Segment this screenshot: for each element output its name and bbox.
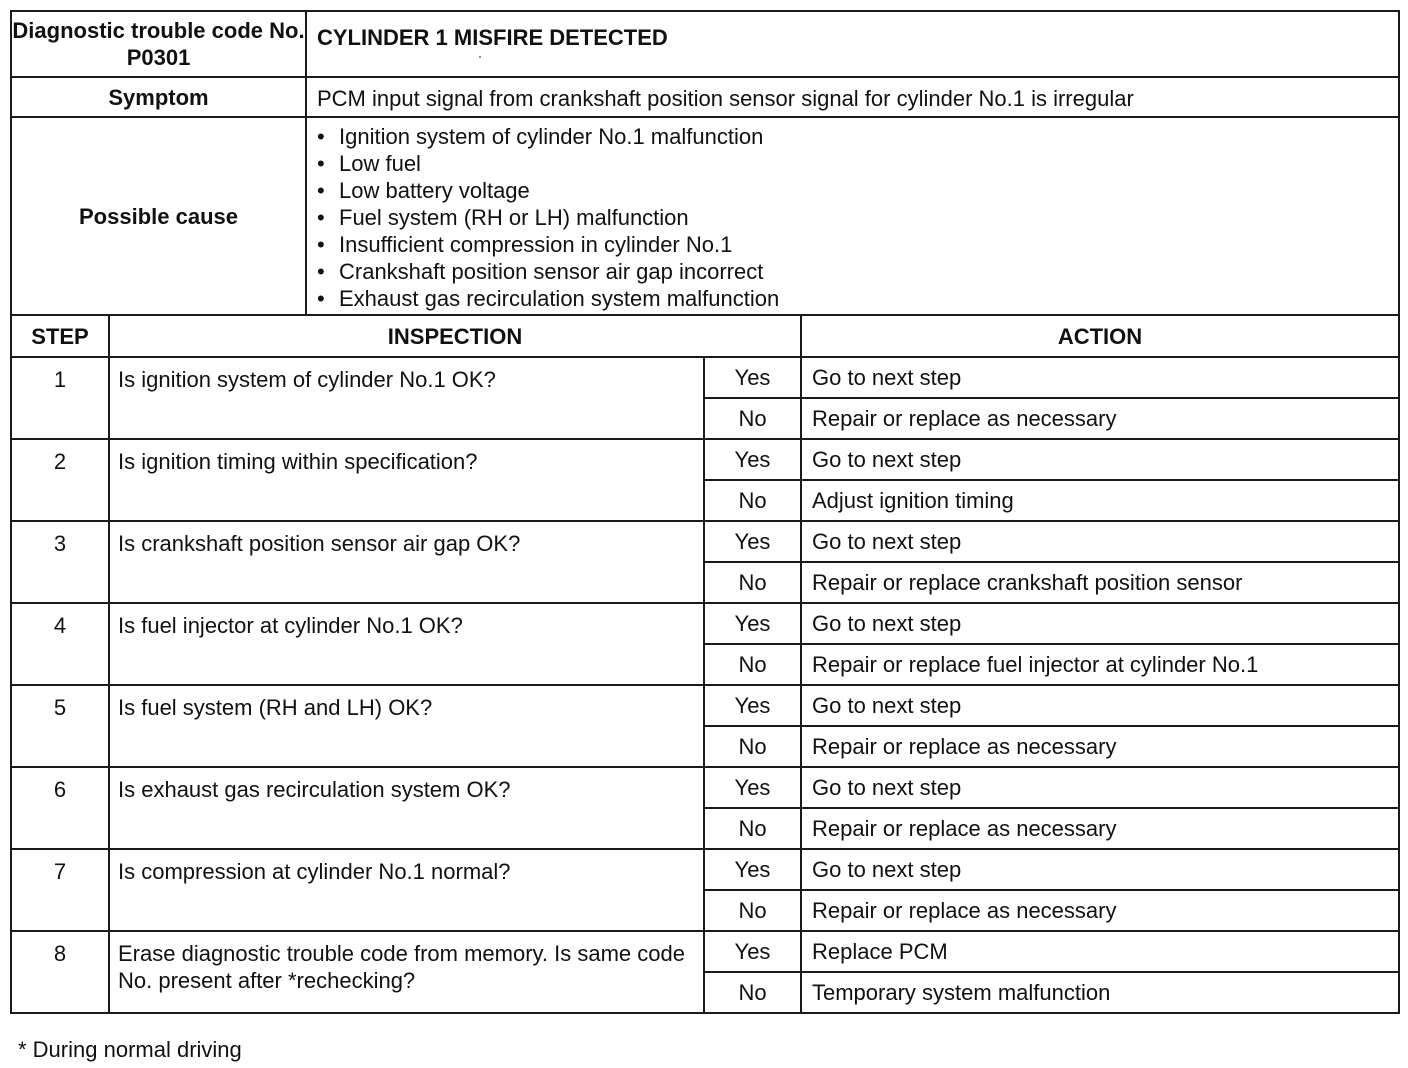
- no-label: No: [704, 644, 801, 685]
- inspection-column-header: INSPECTION: [109, 315, 801, 357]
- step-number: 8: [11, 931, 109, 1013]
- action-column-header: ACTION: [801, 315, 1399, 357]
- footnote: * During normal driving: [18, 1037, 242, 1062]
- inspection-question: Is crankshaft position sensor air gap OK?: [109, 521, 704, 603]
- step-row-yes: [11, 603, 1399, 644]
- step-number: 6: [11, 767, 109, 849]
- diagnostic-sheet: [10, 10, 1398, 1014]
- no-label: No: [704, 808, 801, 849]
- cause-list-cell: [306, 117, 1399, 315]
- step-number: 2: [11, 439, 109, 521]
- step-number: 3: [11, 521, 109, 603]
- step-number: 5: [11, 685, 109, 767]
- step-number: 7: [11, 849, 109, 931]
- step-row-yes: [11, 439, 1399, 480]
- cause-item: • Ignition system of cylinder No.1 malfunction: [315, 123, 1398, 150]
- step-row-yes: [11, 357, 1399, 398]
- cause-label: Possible cause: [11, 117, 306, 315]
- diagnostic-table: [10, 10, 1400, 1014]
- yes-action: Go to next step: [801, 849, 1399, 890]
- no-label: No: [704, 562, 801, 603]
- yes-action: Go to next step: [801, 521, 1399, 562]
- yes-label: Yes: [704, 521, 801, 562]
- inspection-question: Erase diagnostic trouble code from memory. Is same code No. present after *rechecking?: [109, 931, 704, 1013]
- no-action: Repair or replace crankshaft position sensor: [801, 562, 1399, 603]
- step-row-yes: [11, 521, 1399, 562]
- inspection-question: Is exhaust gas recirculation system OK?: [109, 767, 704, 849]
- yes-label: Yes: [704, 685, 801, 726]
- yes-action: Go to next step: [801, 685, 1399, 726]
- yes-label: Yes: [704, 931, 801, 972]
- yes-label: Yes: [704, 357, 801, 398]
- no-label: No: [704, 972, 801, 1013]
- yes-label: Yes: [704, 439, 801, 480]
- yes-label: Yes: [704, 767, 801, 808]
- inspection-question: Is fuel injector at cylinder No.1 OK?: [109, 603, 704, 685]
- step-row-yes: [11, 685, 1399, 726]
- step-row-yes: [11, 931, 1399, 972]
- step-row-yes: [11, 767, 1399, 808]
- no-action: Temporary system malfunction: [801, 972, 1399, 1013]
- inspection-question: Is compression at cylinder No.1 normal?: [109, 849, 704, 931]
- no-label: No: [704, 726, 801, 767]
- yes-action: Go to next step: [801, 439, 1399, 480]
- cause-list: [315, 123, 1398, 312]
- scan-speck: [479, 56, 481, 58]
- column-header-row: [11, 315, 1399, 357]
- cause-item: • Fuel system (RH or LH) malfunction: [315, 204, 1398, 231]
- yes-label: Yes: [704, 603, 801, 644]
- no-action: Repair or replace as necessary: [801, 808, 1399, 849]
- yes-action: Go to next step: [801, 357, 1399, 398]
- no-action: Adjust ignition timing: [801, 480, 1399, 521]
- no-label: No: [704, 398, 801, 439]
- cause-item: • Insufficient compression in cylinder No.1: [315, 231, 1398, 258]
- cause-item: • Low fuel: [315, 150, 1398, 177]
- cause-item: • Low battery voltage: [315, 177, 1398, 204]
- yes-action: Go to next step: [801, 603, 1399, 644]
- no-label: No: [704, 480, 801, 521]
- header-row-code: [11, 11, 1399, 77]
- header-row-causes: [11, 117, 1399, 315]
- code-label: Diagnostic trouble code No. P0301: [11, 11, 306, 77]
- inspection-question: Is fuel system (RH and LH) OK?: [109, 685, 704, 767]
- yes-action: Replace PCM: [801, 931, 1399, 972]
- symptom-label: Symptom: [11, 77, 306, 117]
- no-action: Repair or replace as necessary: [801, 890, 1399, 931]
- cause-item: • Crankshaft position sensor air gap incorrect: [315, 258, 1398, 285]
- inspection-question: Is ignition timing within specification?: [109, 439, 704, 521]
- step-row-yes: [11, 849, 1399, 890]
- inspection-question: Is ignition system of cylinder No.1 OK?: [109, 357, 704, 439]
- no-label: No: [704, 890, 801, 931]
- yes-action: Go to next step: [801, 767, 1399, 808]
- yes-label: Yes: [704, 849, 801, 890]
- no-action: Repair or replace as necessary: [801, 398, 1399, 439]
- symptom-text: PCM input signal from crankshaft position sensor signal for cylinder No.1 is irregular: [306, 77, 1399, 117]
- header-row-symptom: [11, 77, 1399, 117]
- no-action: Repair or replace as necessary: [801, 726, 1399, 767]
- step-number: 1: [11, 357, 109, 439]
- step-number: 4: [11, 603, 109, 685]
- page-title: CYLINDER 1 MISFIRE DETECTED: [306, 11, 1399, 77]
- step-column-header: STEP: [11, 315, 109, 357]
- no-action: Repair or replace fuel injector at cylinder No.1: [801, 644, 1399, 685]
- cause-item: • Exhaust gas recirculation system malfunction: [315, 285, 1398, 312]
